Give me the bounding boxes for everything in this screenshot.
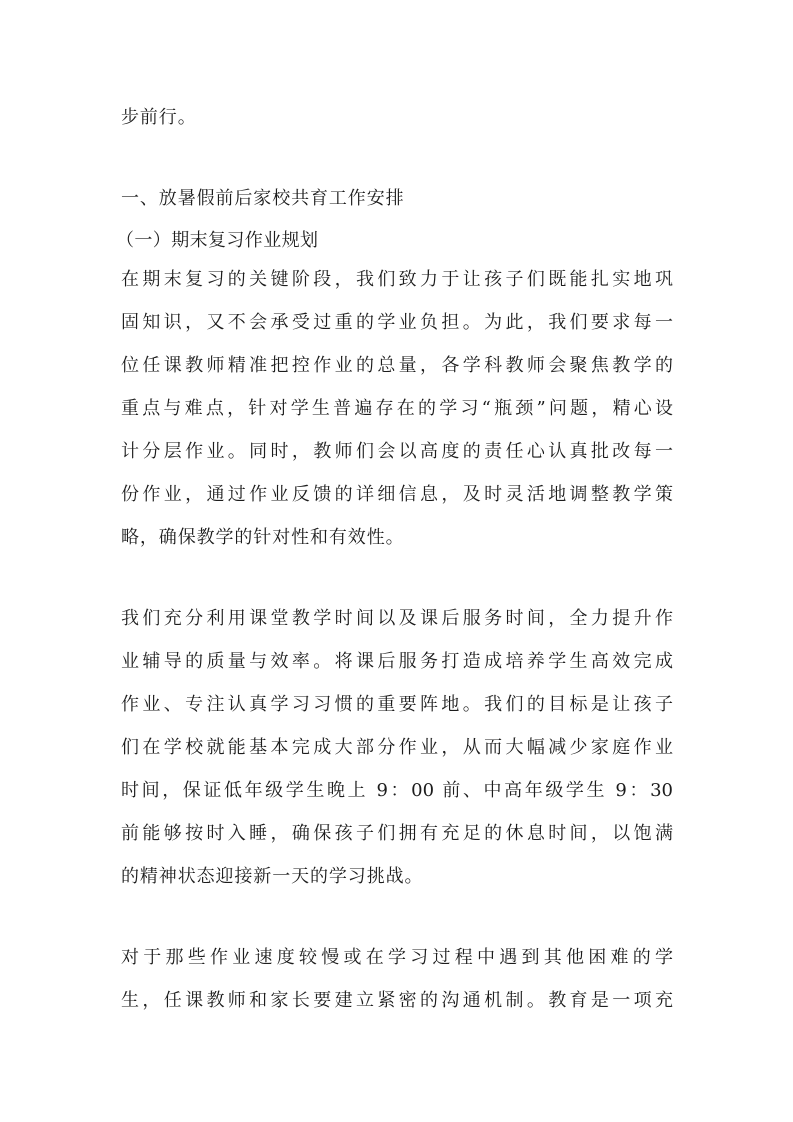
paragraph-line: 位任课教师精准把控作业的总量，各学科教师会聚焦教学的 <box>121 355 673 376</box>
paragraph-line: 生，任课教师和家长要建立紧密的沟通机制。教育是一项充 <box>121 990 673 1011</box>
paragraph-line: 份作业，通过作业反馈的详细信息，及时灵活地调整教学策 <box>121 484 673 505</box>
subsection-heading: （一）期末复习作业规划 <box>116 230 319 251</box>
paragraph-line: 在期末复习的关键阶段，我们致力于让孩子们既能扎实地巩 <box>121 269 673 290</box>
paragraph-line: 作业、专注认真学习习惯的重要阵地。我们的目标是让孩子 <box>121 694 673 715</box>
continuation-text: 步前行。 <box>121 107 197 128</box>
paragraph-line: 前能够按时入睡，确保孩子们拥有充足的休息时间，以饱满 <box>121 823 673 844</box>
paragraph-line: 重点与难点，针对学生普遍存在的学习“瓶颈”问题，精心设 <box>121 398 673 419</box>
paragraph-line: 时间，保证低年级学生晚上 9：00 前、中高年级学生 9：30 <box>121 780 673 801</box>
paragraph-line: 略，确保教学的针对性和有效性。 <box>121 527 405 548</box>
paragraph-line: 业辅导的质量与效率。将课后服务打造成培养学生高效完成 <box>121 651 673 672</box>
paragraph-line: 计分层作业。同时，教师们会以高度的责任心认真批改每一 <box>121 441 673 462</box>
paragraph-line: 我们充分利用课堂教学时间以及课后服务时间，全力提升作 <box>121 608 673 629</box>
paragraph-line: 固知识，又不会承受过重的学业负担。为此，我们要求每一 <box>121 312 673 333</box>
paragraph-line: 们在学校就能基本完成大部分作业，从而大幅减少家庭作业 <box>121 737 673 758</box>
paragraph-line: 对于那些作业速度较慢或在学习过程中遇到其他困难的学 <box>121 947 673 968</box>
paragraph-line: 的精神状态迎接新一天的学习挑战。 <box>121 866 424 887</box>
section-heading: 一、放暑假前后家校共育工作安排 <box>121 188 405 209</box>
